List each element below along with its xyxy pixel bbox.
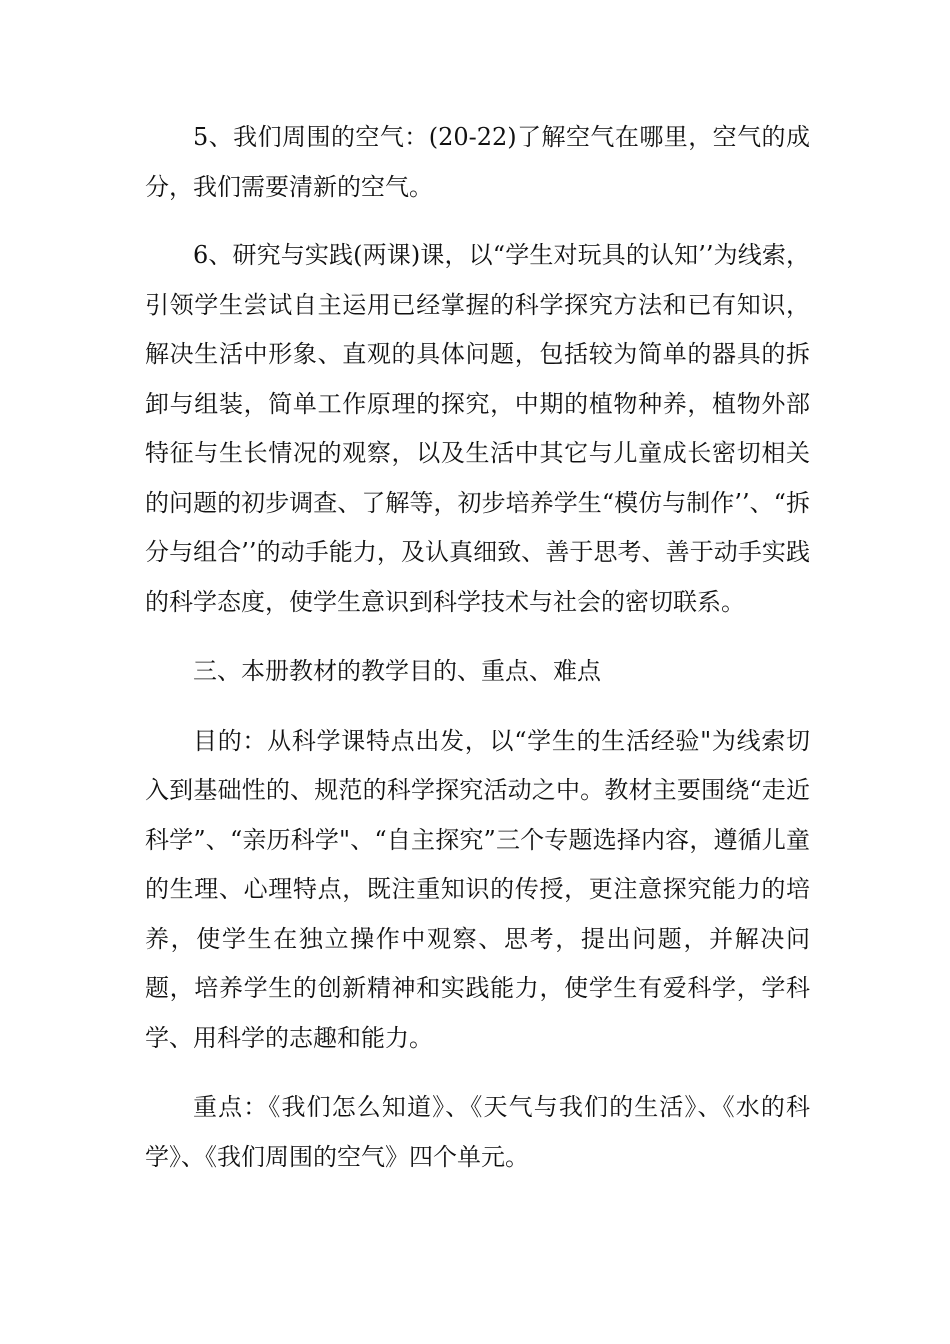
- document-body: [145, 113, 810, 1182]
- paragraph-key-points: 重点：《我们怎么知道》、《天气与我们的生活》、《水的科学》、《我们周围的空气》四个单元。: [145, 1093, 810, 1171]
- paragraph-goals: 目的：从科学课特点出发，以“学生的生活经验"为线索切入到基础性的、规范的科学探究活动之中。教材主要围绕“走近科学”、“亲历科学"、“自主探究”三个专题选择内容，遵循儿童的生理、心理特点，既注重知识的传授，更注意探究能力的培养，使学生在独立操作中观察、思考，提出问题，并解决问题，培养学生的创新精神和实践能力，使学生有爱科学，学科学、用科学的志趣和能力。: [145, 726, 810, 1052]
- paragraph-research-practice: 6、研究与实践(两课)课，以“学生对玩具的认知’’为线索，引领学生尝试自主运用已经掌握的科学探究方法和已有知识，解决生活中形象、直观的具体问题，包括较为简单的器具的拆卸与组装，简单工作原理的探究，中期的植物种养，植物外部特征与生长情况的观察，以及生活中其它与儿童成长密切相关的问题的初步调查、了解等，初步培养学生“模仿与制作’’、“拆分与组合’’的动手能力，及认真细致、善于思考、善于动手实践的科学态度，使学生意识到科学技术与社会的密切联系。: [145, 241, 810, 616]
- paragraph-air-unit: 5、我们周围的空气：(20-22)了解空气在哪里，空气的成分，我们需要清新的空气。: [145, 123, 810, 201]
- section-heading-goals: 三、本册教材的教学目的、重点、难点: [193, 657, 601, 685]
